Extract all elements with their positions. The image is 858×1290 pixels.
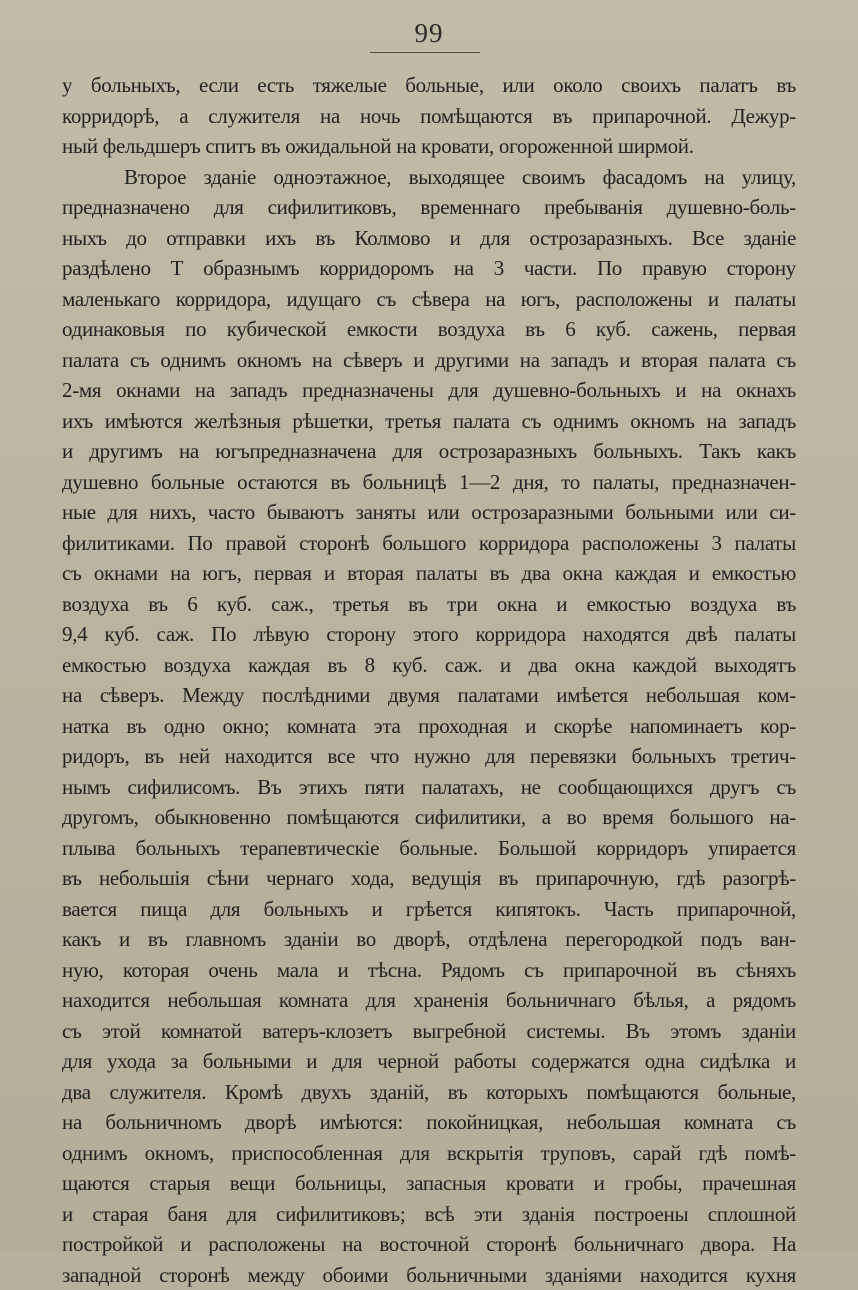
text-line: ные для нихъ, часто бываютъ заняты или острозаразными больными или си- — [62, 497, 796, 528]
header-rule — [370, 52, 480, 53]
text-line: вается пища для больныхъ и грѣется кипятокъ. Часть припарочной, — [62, 894, 796, 925]
text-line: въ небольшія сѣни чернаго хода, ведущія въ припарочную, гдѣ разогрѣ- — [62, 863, 796, 894]
text-line: душевно больные остаются въ больницѣ 1—2 дня, то палаты, предназначен- — [62, 467, 796, 498]
text-line: маленькаго корридора, идущаго съ сѣвера на югъ, расположены и палаты — [62, 284, 796, 315]
text-line: емкостью воздуха каждая въ 8 куб. саж. и два окна каждой выходятъ — [62, 650, 796, 681]
text-line: плыва больныхъ терапевтическіе больные. Большой корридоръ упирается — [62, 833, 796, 864]
text-line: корридорѣ, а служителя на ночь помѣщаются въ припарочной. Дежур- — [62, 101, 796, 132]
text-line: нымъ сифилисомъ. Въ этихъ пяти палатахъ, не сообщающихся другъ съ — [62, 772, 796, 803]
text-line: филитиками. По правой сторонѣ большого корридора расположены 3 палаты — [62, 528, 796, 559]
text-line: Второе зданіе одноэтажное, выходящее своимъ фасадомъ на улицу, — [62, 162, 796, 193]
text-line: съ окнами на югъ, первая и вторая палаты въ два окна каждая и емкостью — [62, 558, 796, 589]
text-line: раздѣлено Т образнымъ корридоромъ на 3 части. По правую сторону — [62, 253, 796, 284]
text-line: 2-мя окнами на западъ предназначены для душевно-больныхъ и на окнахъ — [62, 375, 796, 406]
text-line: у больныхъ, если есть тяжелые больные, или около своихъ палатъ въ — [62, 70, 796, 101]
text-line: какъ и въ главномъ зданіи во дворѣ, отдѣлена перегородкой подъ ван- — [62, 924, 796, 955]
text-line: находится небольшая комната для храненія больничнаго бѣлья, а рядомъ — [62, 985, 796, 1016]
text-line: одинаковыя по кубической емкости воздуха въ 6 куб. сажень, первая — [62, 314, 796, 345]
text-line: ридоръ, въ ней находится все что нужно для перевязки больныхъ третич- — [62, 741, 796, 772]
text-line: 9,4 куб. саж. По лѣвую сторону этого корридора находятся двѣ палаты — [62, 619, 796, 650]
text-line: западной сторонѣ между обоими больничными зданіями находится кухня — [62, 1260, 796, 1290]
text-line: воздуха въ 6 куб. саж., третья въ три окна и емкостью воздуха въ — [62, 589, 796, 620]
body-text — [62, 70, 796, 1290]
text-line: ную, которая очень мала и тѣсна. Рядомъ съ припарочной въ сѣняхъ — [62, 955, 796, 986]
page-number: 99 — [0, 18, 858, 49]
text-line: на сѣверъ. Между послѣдними двумя палатами имѣется небольшая ком- — [62, 680, 796, 711]
text-line: ихъ имѣются желѣзныя рѣшетки, третья палата съ однимъ окномъ на западъ — [62, 406, 796, 437]
text-line: съ этой комнатой ватеръ-клозетъ выгребной системы. Въ этомъ зданіи — [62, 1016, 796, 1047]
text-line: и старая баня для сифилитиковъ; всѣ эти зданія построены сплошной — [62, 1199, 796, 1230]
text-line: предназначено для сифилитиковъ, временнаго пребыванія душевно-боль- — [62, 192, 796, 223]
text-line: на больничномъ дворѣ имѣются: покойницкая, небольшая комната съ — [62, 1107, 796, 1138]
text-line: постройкой и расположены на восточной сторонѣ больничнаго двора. На — [62, 1229, 796, 1260]
text-line: ный фельдшеръ спитъ въ ожидальной на кровати, огороженной ширмой. — [62, 131, 796, 162]
text-line: ныхъ до отправки ихъ въ Колмово и для острозаразныхъ. Все зданіе — [62, 223, 796, 254]
text-line: и другимъ на югъпредназначена для острозаразныхъ больныхъ. Такъ какъ — [62, 436, 796, 467]
text-line: для ухода за больными и для черной работы содержатся одна сидѣлка и — [62, 1046, 796, 1077]
text-line: натка въ одно окно; комната эта проходная и скорѣе напоминаетъ кор- — [62, 711, 796, 742]
text-line: щаются старыя вещи больницы, запасныя кровати и гробы, прачешная — [62, 1168, 796, 1199]
text-line: однимъ окномъ, приспособленная для вскрытія труповъ, сарай гдѣ помѣ- — [62, 1138, 796, 1169]
text-line: два служителя. Кромѣ двухъ зданій, въ которыхъ помѣщаются больные, — [62, 1077, 796, 1108]
text-line: палата съ однимъ окномъ на сѣверъ и другими на западъ и вторая палата съ — [62, 345, 796, 376]
text-line: другомъ, обыкновенно помѣщаются сифилитики, а во время большого на- — [62, 802, 796, 833]
